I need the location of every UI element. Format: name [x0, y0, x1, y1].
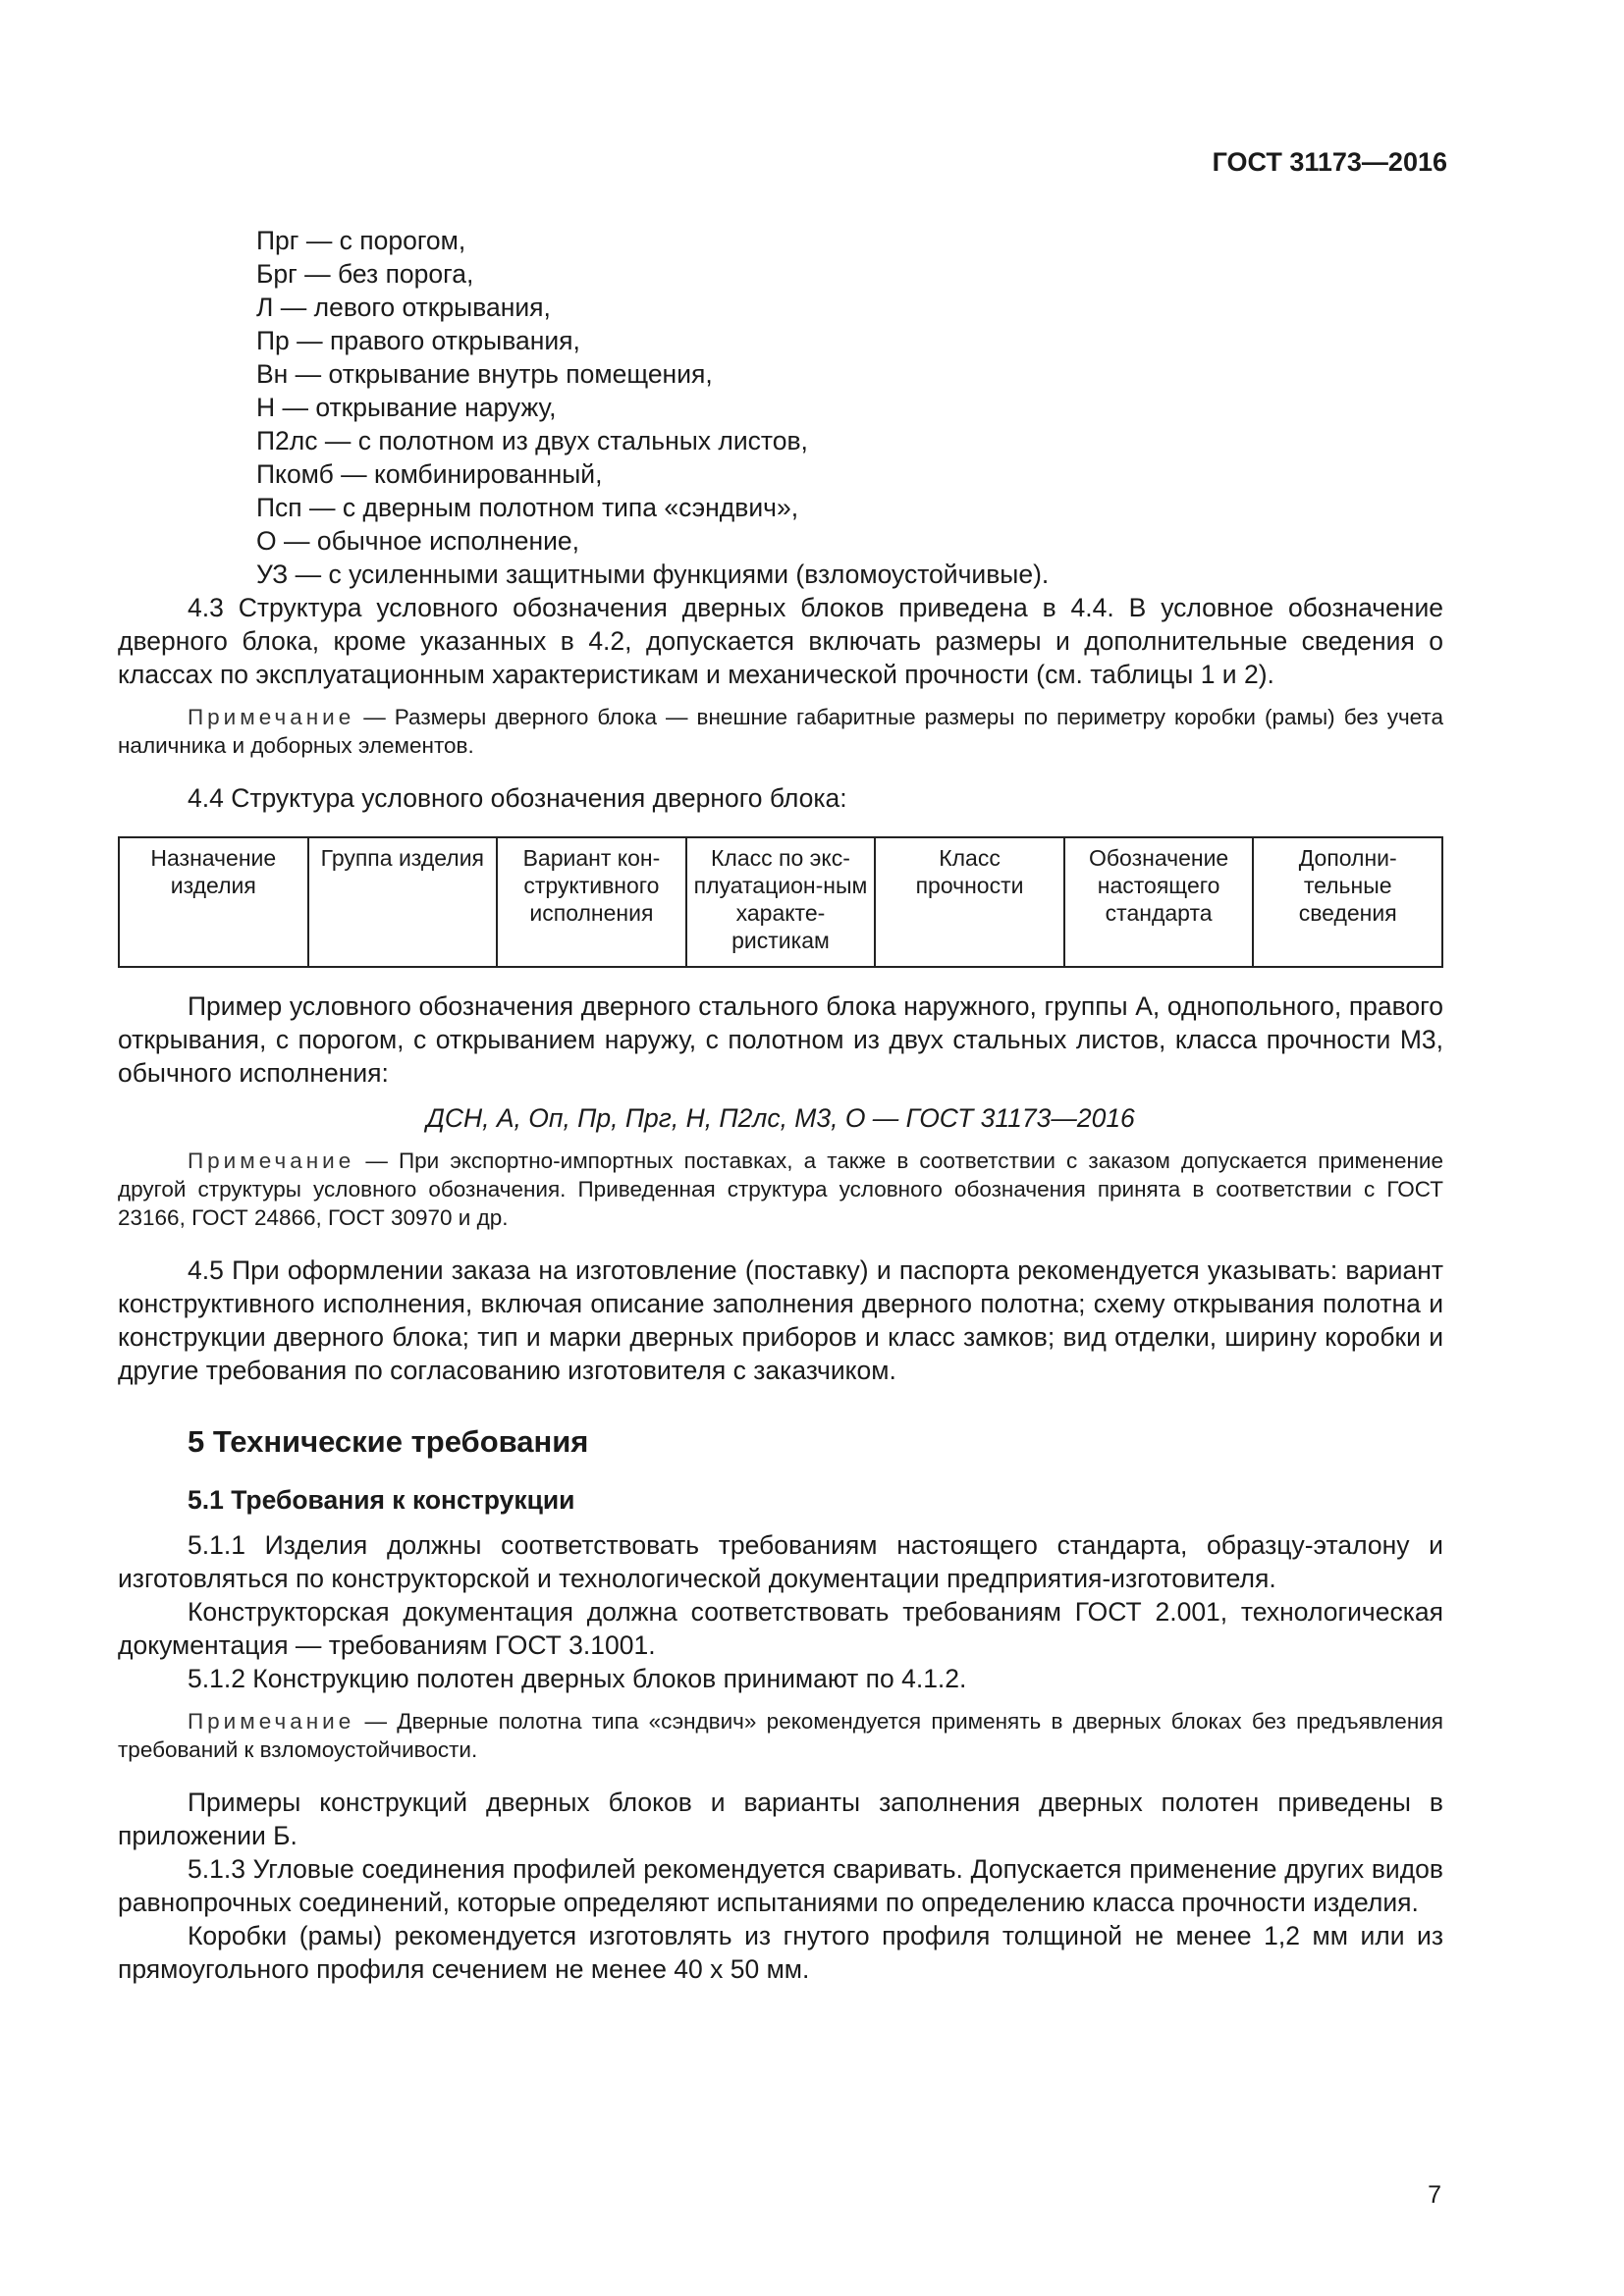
paragraph-5-1-1: 5.1.1 Изделия должны соответствовать требованиям настоящего стандарта, образцу-эталону и изготовляться по конструкторской и технологической документации предприятия-изготовителя.	[118, 1530, 1443, 1593]
table-cell: Группа изделия	[308, 837, 498, 967]
table-row	[119, 837, 1442, 967]
paragraph-5-1-2: 5.1.2 Конструкцию полотен дверных блоков принимают по 4.1.2.	[188, 1664, 967, 1693]
list-item: УЗ — с усиленными защитными функциями (взломоустойчивые).	[256, 560, 1050, 589]
list-item: Брг — без порога,	[256, 259, 474, 289]
list-item: Прг — с порогом,	[256, 226, 466, 255]
note-3	[118, 1707, 1443, 1764]
note-label: Примечание	[188, 1709, 355, 1734]
list-item: Пкомб — комбинированный,	[256, 459, 603, 489]
paragraph-boxes: Коробки (рамы) рекомендуется изготовлять из гнутого профиля толщиной не менее 1,2 мм или из прямоугольного профиля сечением не менее 40 х 50 мм.	[118, 1921, 1443, 1984]
example-designation: ДСН, А, Оп, Пр, Прг, Н, П2лс, М3, О — ГОСТ 31173—2016	[426, 1103, 1135, 1133]
designation-structure-table	[118, 836, 1443, 968]
paragraph-4-3: 4.3 Структура условного обозначения дверных блоков приведена в 4.4. В условное обозначение дверного блока, кроме указанных в 4.2, допускается включать размеры и дополнительные сведения о классах по эксплуатационным характеристикам и механической прочности (см. таблицы 1 и 2).	[118, 593, 1443, 689]
page-number: 7	[1428, 2181, 1441, 2209]
example-intro: Пример условного обозначения дверного стального блока наружного, группы А, однопольного, правого открывания, с порогом, с открыванием наружу, с полотном из двух стальных листов, класса прочности М3, обычного исполнения:	[118, 991, 1443, 1088]
list-item: Пр — правого открывания,	[256, 326, 580, 355]
list-item: О — обычное исполнение,	[256, 526, 580, 556]
note-1	[118, 703, 1443, 760]
paragraph-5-1-3: 5.1.3 Угловые соединения профилей рекомендуется сваривать. Допускается применение других видов равнопрочных соединений, которые определяют испытаниями по определению класса прочности изделия.	[118, 1854, 1443, 1917]
list-item: Псп — с дверным полотном типа «сэндвич»,	[256, 493, 799, 522]
table-cell: Вариант кон-структивного исполнения	[497, 837, 686, 967]
section-5-1-title: 5.1 Требования к конструкции	[188, 1485, 575, 1515]
paragraph-4-5: 4.5 При оформлении заказа на изготовление (поставку) и паспорта рекомендуется указывать: вариант конструктивного исполнения, включая описание заполнения дверного полотна; схему открывания полотна и конструкции дверного блока; тип и марки дверных приборов и класс замков; вид отделки, ширину коробки и другие требования по согласованию изготовителя с заказчиком.	[118, 1255, 1443, 1385]
note-2-text: — При экспортно-импортных поставках, а также в соответствии с заказом допускается применение другой структуры условного обозначения. Приведенная структура условного обозначения принята в соответствии с ГОСТ 23166, ГОСТ 24866, ГОСТ 30970 и др.	[118, 1148, 1443, 1230]
list-item: Вн — открывание внутрь помещения,	[256, 359, 713, 389]
note-3-text: — Дверные полотна типа «сэндвич» рекомендуется применять в дверных блоках без предъявления требований к взломоустойчивости.	[118, 1709, 1443, 1762]
section-5-title: 5 Технические требования	[188, 1424, 589, 1459]
table-cell: Класс по экс-плуатацион-ным характе-ристикам	[686, 837, 876, 967]
list-item: Н — открывание наружу,	[256, 393, 557, 422]
list-item: П2лс — с полотном из двух стальных листов,	[256, 426, 808, 455]
abbreviation-list	[256, 224, 1443, 591]
note-label: Примечание	[188, 1148, 355, 1173]
paragraph-examples-appendix: Примеры конструкций дверных блоков и варианты заполнения дверных полотен приведены в приложении Б.	[118, 1788, 1443, 1850]
table-cell: Назначение изделия	[119, 837, 308, 967]
note-2	[118, 1147, 1443, 1232]
page-content	[118, 224, 1443, 1986]
document-code-header: ГОСТ 31173—2016	[1212, 147, 1447, 177]
note-1-text: — Размеры дверного блока — внешние габаритные размеры по периметру коробки (рамы) без учета наличника и доборных элементов.	[118, 705, 1443, 758]
table-cell: Обозначение настоящего стандарта	[1064, 837, 1254, 967]
paragraph-4-4: 4.4 Структура условного обозначения дверного блока:	[188, 783, 847, 813]
table-cell: Класс прочности	[875, 837, 1064, 967]
note-label: Примечание	[188, 705, 355, 729]
paragraph-5-1-1-docs: Конструкторская документация должна соответствовать требованиям ГОСТ 2.001, технологическая документация — требованиям ГОСТ 3.1001.	[118, 1597, 1443, 1660]
table-cell: Дополни-тельные сведения	[1253, 837, 1442, 967]
list-item: Л — левого открывания,	[256, 293, 551, 322]
